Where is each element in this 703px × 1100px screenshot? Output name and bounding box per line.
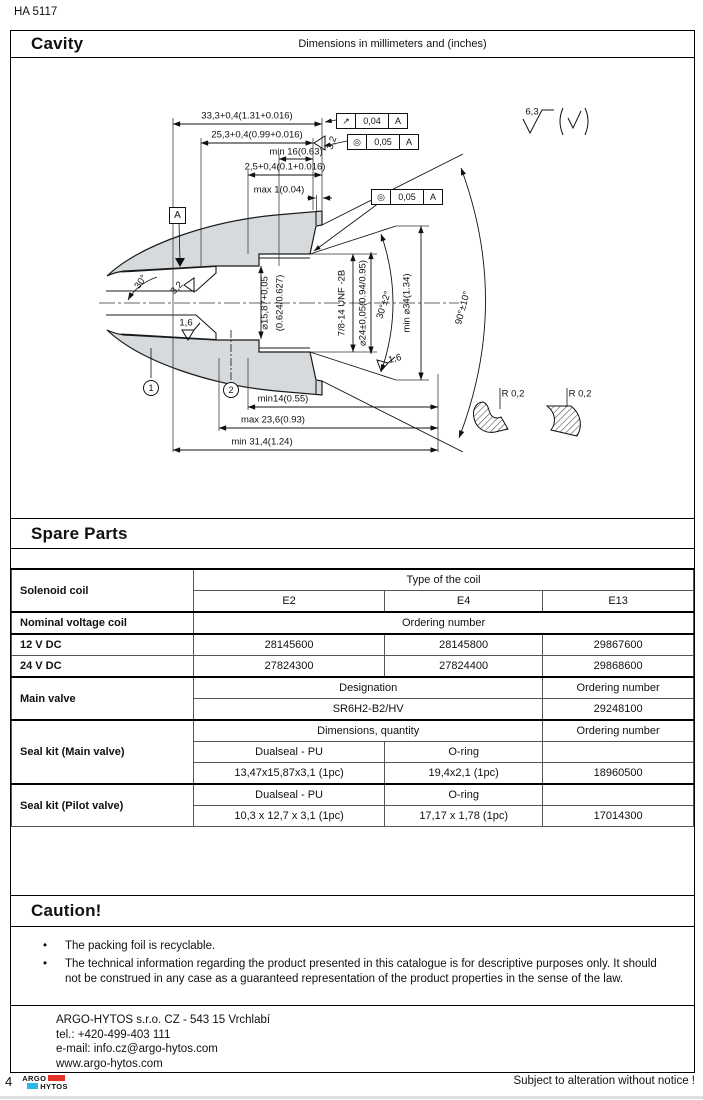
- header-seal-main-ordering: Ordering number: [543, 720, 694, 742]
- main-valve-designation: SR6H2-B2/HV: [194, 699, 543, 721]
- dia-34-label: min ⌀34(1.34): [401, 273, 413, 333]
- doc-number: HA 5117: [14, 6, 58, 18]
- caution-title: Caution!: [31, 901, 102, 920]
- roughness-1-6-bore-label: 1,6: [179, 317, 193, 329]
- logo-red-block-icon: [48, 1075, 65, 1081]
- table-cell-empty: [543, 784, 694, 806]
- header-type-of-coil: Type of the coil: [194, 569, 694, 591]
- general-roughness-label: 6,3: [525, 106, 539, 118]
- company-address: ARGO-HYTOS s.r.o. CZ - 543 15 Vrchlabí: [56, 1014, 271, 1026]
- company-email: e-mail: info.cz@argo-hytos.com: [56, 1043, 218, 1055]
- table-row: [12, 720, 694, 742]
- logo-row-argo: [22, 1075, 68, 1082]
- page-edge-artifact: [0, 1096, 703, 1099]
- spare-parts-band: [11, 518, 694, 549]
- header-designation: Designation: [194, 677, 543, 699]
- logo-cyan-block-icon: [27, 1083, 38, 1089]
- seal-pilot-type-oring: O-ring: [385, 784, 543, 806]
- cavity-title: Cavity: [31, 34, 84, 53]
- concentricity-icon: ◎: [353, 136, 361, 147]
- seal-pilot-ordering: 17014300: [543, 806, 694, 827]
- seal-pilot-dim-oring: 17,17 x 1,78 (1pc): [385, 806, 543, 827]
- header-main-valve-ordering: Ordering number: [543, 677, 694, 699]
- company-contact: [11, 1005, 694, 1072]
- seal-main-type-dualseal: Dualseal - PU: [194, 742, 385, 763]
- tolerance-frame-concentricity-2: [371, 189, 443, 205]
- table-row: [12, 569, 694, 591]
- bullet-icon: [43, 939, 65, 954]
- row-label-nominal-voltage: Nominal voltage coil: [12, 612, 194, 634]
- tolerance-datum: A: [429, 192, 436, 202]
- order-12v-e2: 28145600: [194, 634, 385, 656]
- order-24v-e13: 29868600: [543, 656, 694, 678]
- item-1-number: 1: [148, 383, 154, 393]
- order-12v-e13: 29867600: [543, 634, 694, 656]
- tolerance-datum: A: [394, 116, 401, 126]
- company-phone: tel.: +420-499-403 111: [56, 1028, 171, 1041]
- tolerance-datum: A: [405, 137, 412, 147]
- page-footer: [0, 1075, 703, 1090]
- seal-pilot-dim-dualseal: 10,3 x 12,7 x 3,1 (1pc): [194, 806, 385, 827]
- roughness-3-2-seat-label: 3,2: [168, 279, 186, 297]
- caution-bullet-text: The packing foil is recyclable.: [65, 940, 216, 952]
- dim-label-2-5: 2,5+0,4(0.1+0.016): [244, 161, 326, 173]
- item-2-number: 2: [228, 385, 234, 395]
- dim-label-33-3: 33,3+0,4(1.31+0.016): [201, 110, 293, 122]
- alteration-notice: Subject to alteration without notice !: [513, 1075, 695, 1087]
- page-number: 4: [5, 1074, 13, 1089]
- units-note: Dimensions in millimeters and (inches): [298, 38, 487, 50]
- caution-bullet: [43, 957, 666, 987]
- seal-main-dim-dualseal: 13,47x15,87x3,1 (1pc): [194, 763, 385, 785]
- order-24v-e4: 27824400: [385, 656, 543, 678]
- company-website: www.argo-hytos.com: [56, 1057, 163, 1070]
- seat-angle-label: 30°: [132, 272, 150, 292]
- concentricity-icon: ◎: [377, 191, 385, 202]
- spare-parts-title: Spare Parts: [31, 523, 128, 543]
- radius-label-right: R 0,2: [568, 388, 592, 400]
- tolerance-value: 0,05: [390, 190, 424, 204]
- order-12v-e4: 28145800: [385, 634, 543, 656]
- dia-15-87-label: ⌀15,87+0,05: [259, 276, 271, 330]
- row-label-12v: 12 V DC: [12, 634, 194, 656]
- dim-label-min14: min14(0.55): [257, 393, 309, 405]
- seal-main-type-oring: O-ring: [385, 742, 543, 763]
- row-label-24v: 24 V DC: [12, 656, 194, 678]
- logo-text-argo: ARGO: [22, 1074, 47, 1083]
- radius-label-left: R 0,2: [501, 388, 525, 400]
- row-label-main-valve: Main valve: [12, 677, 194, 720]
- table-cell-empty: [543, 742, 694, 763]
- roughness-3-2-top-label: 3,2: [324, 134, 340, 152]
- tolerance-value: 0,05: [366, 135, 400, 149]
- argo-hytos-logo: [22, 1075, 68, 1090]
- order-24v-e2: 27824300: [194, 656, 385, 678]
- dia-15-87-inch-label: (0.624/0.627): [274, 274, 286, 332]
- seal-main-dim-oring: 19,4x2,1 (1pc): [385, 763, 543, 785]
- table-row: [12, 612, 694, 634]
- dim-label-max1: max 1(0.04): [253, 184, 305, 196]
- row-label-seal-kit-main: Seal kit (Main valve): [12, 720, 194, 784]
- coil-col-e4: E4: [385, 591, 543, 613]
- header-dimensions-quantity: Dimensions, quantity: [194, 720, 543, 742]
- table-row: [12, 784, 694, 806]
- spacer: [11, 549, 694, 568]
- thread-label: 7/8-14 UNF -2B: [336, 269, 348, 337]
- bullet-icon: [43, 957, 65, 987]
- row-label-seal-kit-pilot: Seal kit (Pilot valve): [12, 784, 194, 827]
- runout-icon: ↗: [342, 115, 350, 126]
- table-row: [12, 656, 694, 678]
- table-row: [12, 634, 694, 656]
- dim-label-25-3: 25,3+0,4(0.99+0.016): [211, 129, 303, 141]
- mouth-angle-label: 90°±10°: [453, 290, 473, 326]
- groove-details: [473, 402, 580, 436]
- header-ordering-number: Ordering number: [194, 612, 694, 634]
- roughness-1-6-cone-label: 1,6: [387, 351, 403, 367]
- logo-text-hytos: HYTOS: [40, 1082, 68, 1091]
- cone-angle-label: 30°±2°: [374, 289, 394, 321]
- dim-label-min16: min 16(0.63): [269, 146, 323, 158]
- logo-row-hytos: [27, 1083, 68, 1090]
- tolerance-frame-concentricity-1: [347, 134, 419, 150]
- coil-col-e2: E2: [194, 591, 385, 613]
- item-balloon-1: [143, 380, 159, 396]
- spacer: [11, 827, 694, 895]
- seal-main-ordering: 18960500: [543, 763, 694, 785]
- page-frame: [10, 30, 695, 1073]
- caution-band: [11, 895, 694, 927]
- dim-label-min31-4: min 31,4(1.24): [231, 436, 293, 448]
- seal-pilot-type-dualseal: Dualseal - PU: [194, 784, 385, 806]
- coil-col-e13: E13: [543, 591, 694, 613]
- cavity-title-band: [11, 31, 694, 58]
- spare-parts-table: [11, 568, 694, 827]
- table-row: [12, 677, 694, 699]
- tolerance-frame-runout: [336, 113, 408, 129]
- cavity-drawing: [11, 58, 694, 518]
- dia-24-label: ⌀24±0,05(0.94/0.95): [357, 260, 369, 346]
- caution-bullets: [11, 927, 694, 1005]
- row-label-solenoid-coil: Solenoid coil: [12, 569, 194, 612]
- datum-a-letter: A: [174, 210, 181, 221]
- tolerance-value: 0,04: [355, 114, 389, 128]
- main-valve-ordering: 29248100: [543, 699, 694, 721]
- caution-bullet-text: The technical information regarding the product presented in this catalogue is for descriptive purposes only. It should not be construed in any case as a guaranteed representation of the product properties in the sense of the law.: [65, 958, 657, 985]
- item-balloon-2: [223, 382, 239, 398]
- dim-label-max23-6: max 23,6(0.93): [241, 414, 305, 426]
- caution-bullet: [43, 939, 666, 954]
- datum-a-box: [169, 207, 186, 224]
